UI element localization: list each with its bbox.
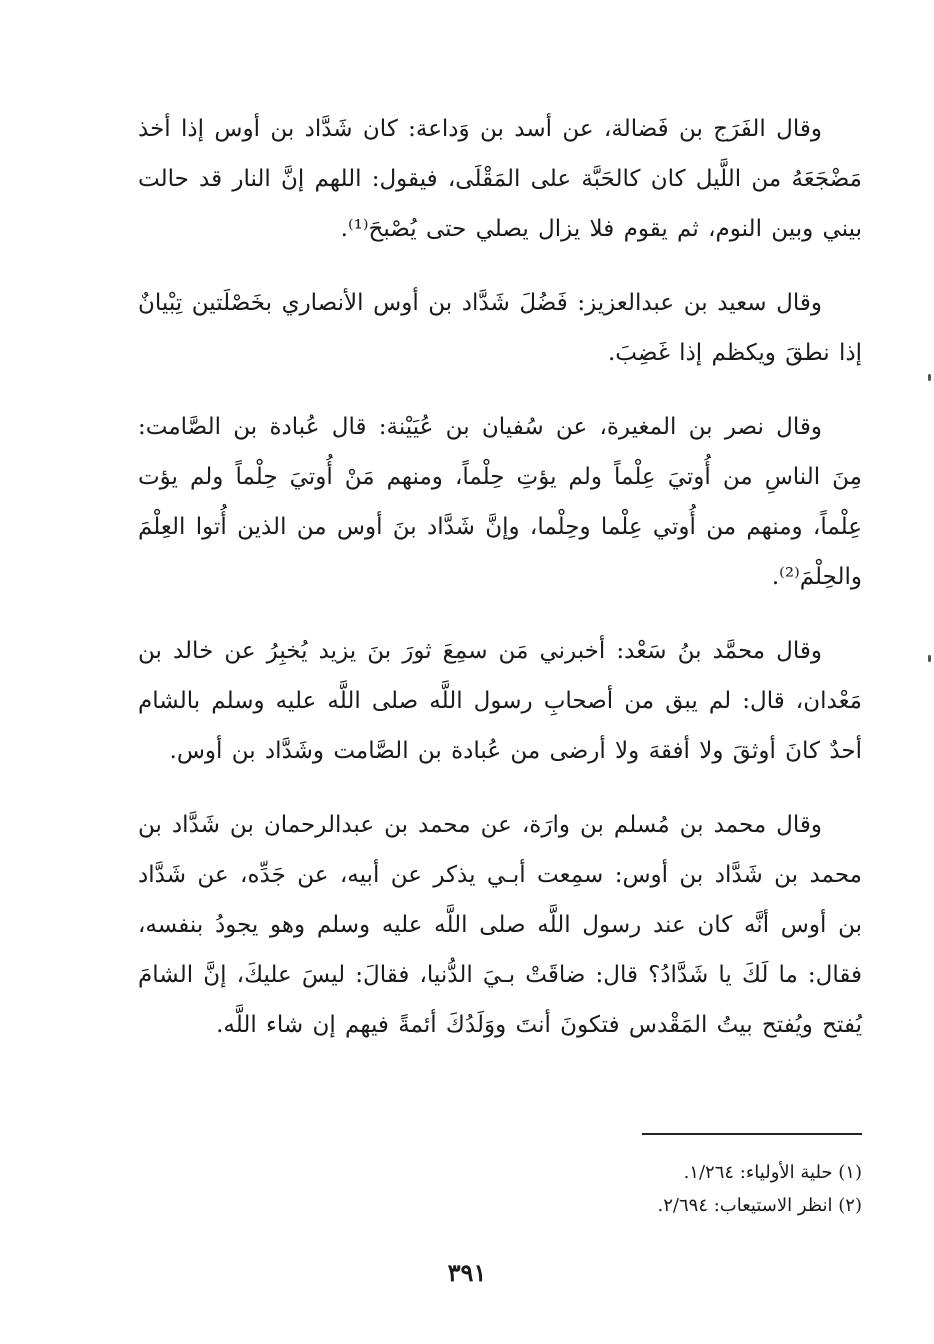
page-number: ٣٩١ bbox=[447, 1258, 487, 1287]
paragraph-1: وقال الفَرَج بن فَضالة، عن أسد بن وَداعة: كان شَدَّاد بن أوس إذا أخذ مَضْجَعَهُ من اللَّيل كان كالحَبَّة على المَقْلَى، فيقول: اللهم إنَّ النار قد حالت بيني وبين النوم، ثم يقوم فلا يزال يصلي حتى يُصْبحَ⁽¹⁾. bbox=[138, 116, 862, 242]
main-text bbox=[138, 104, 862, 1074]
footnote-2: (٢) انظر الاستيعاب: ٢/٦٩٤. bbox=[657, 1195, 862, 1216]
footnote-separator bbox=[642, 1133, 862, 1135]
paragraph-2: وقال سعيد بن عبدالعزيز: فَضُلَ شَدَّاد بن أوس الأنصاري بخَصْلَتين تِبْيانٌ إذا نطقَ ويكظم إذا غَضِبَ. bbox=[138, 290, 862, 366]
footnote-1: (١) حلية الأولياء: ١/٢٦٤. bbox=[683, 1162, 862, 1183]
footnotes bbox=[138, 1156, 862, 1222]
paragraph-4: وقال محمَّد بنُ سَعْد: أخبرني مَن سمِعَ ثورَ بنَ يزيد يُخبِرُ عن خالد بن مَعْدان، قال: لم يبق من أصحابِ رسول اللَّه صلى اللَّه عليه وسلم بالشام أحدٌ كانَ أوثقَ ولا أفقهَ ولا أرضى من عُبادة بن الصَّامت وشَدَّاد بن أوس. bbox=[138, 638, 862, 764]
scan-speck bbox=[928, 655, 931, 662]
paragraph-3: وقال نصر بن المغيرة، عن سُفيان بن عُيَيْنة: قال عُبادة بن الصَّامت: مِنَ الناسِ من أُوتيَ عِلْماً ولم يؤتِ حِلْماً، ومنهم مَنْ أُوتيَ حِلْماً ولم يؤت عِلْماً، ومنهم من أُوتي عِلْما وحِلْما، وإنَّ شَدَّاد بنَ أوس من الذين أُتوا العِلْمَ والحِلْمَ⁽²⁾. bbox=[138, 414, 862, 590]
paragraph-5: وقال محمد بن مُسلم بن وارَة، عن محمد بن عبدالرحمان بن شَدَّاد بن محمد بن شَدَّاد بن أوس: سمِعت أبـي يذكر عن أبيه، عن جَدِّه، عن شَدَّاد بن أوس أنَّه كان عند رسول اللَّه صلى اللَّه عليه وسلم وهو يجودُ بنفسه، فقال: ما لَكَ يا شَدَّادُ؟ قال: ضاقَتْ بـيَ الدُّنيا، فقالَ: ليسَ عليكَ، إنَّ الشامَ يُفتح ويُفتح بيتُ المَقْدس فتكونَ أنتَ ووَلَدُكَ أئمةً فيهم إن شاء اللَّه. bbox=[138, 812, 863, 1038]
scan-speck bbox=[928, 374, 931, 381]
